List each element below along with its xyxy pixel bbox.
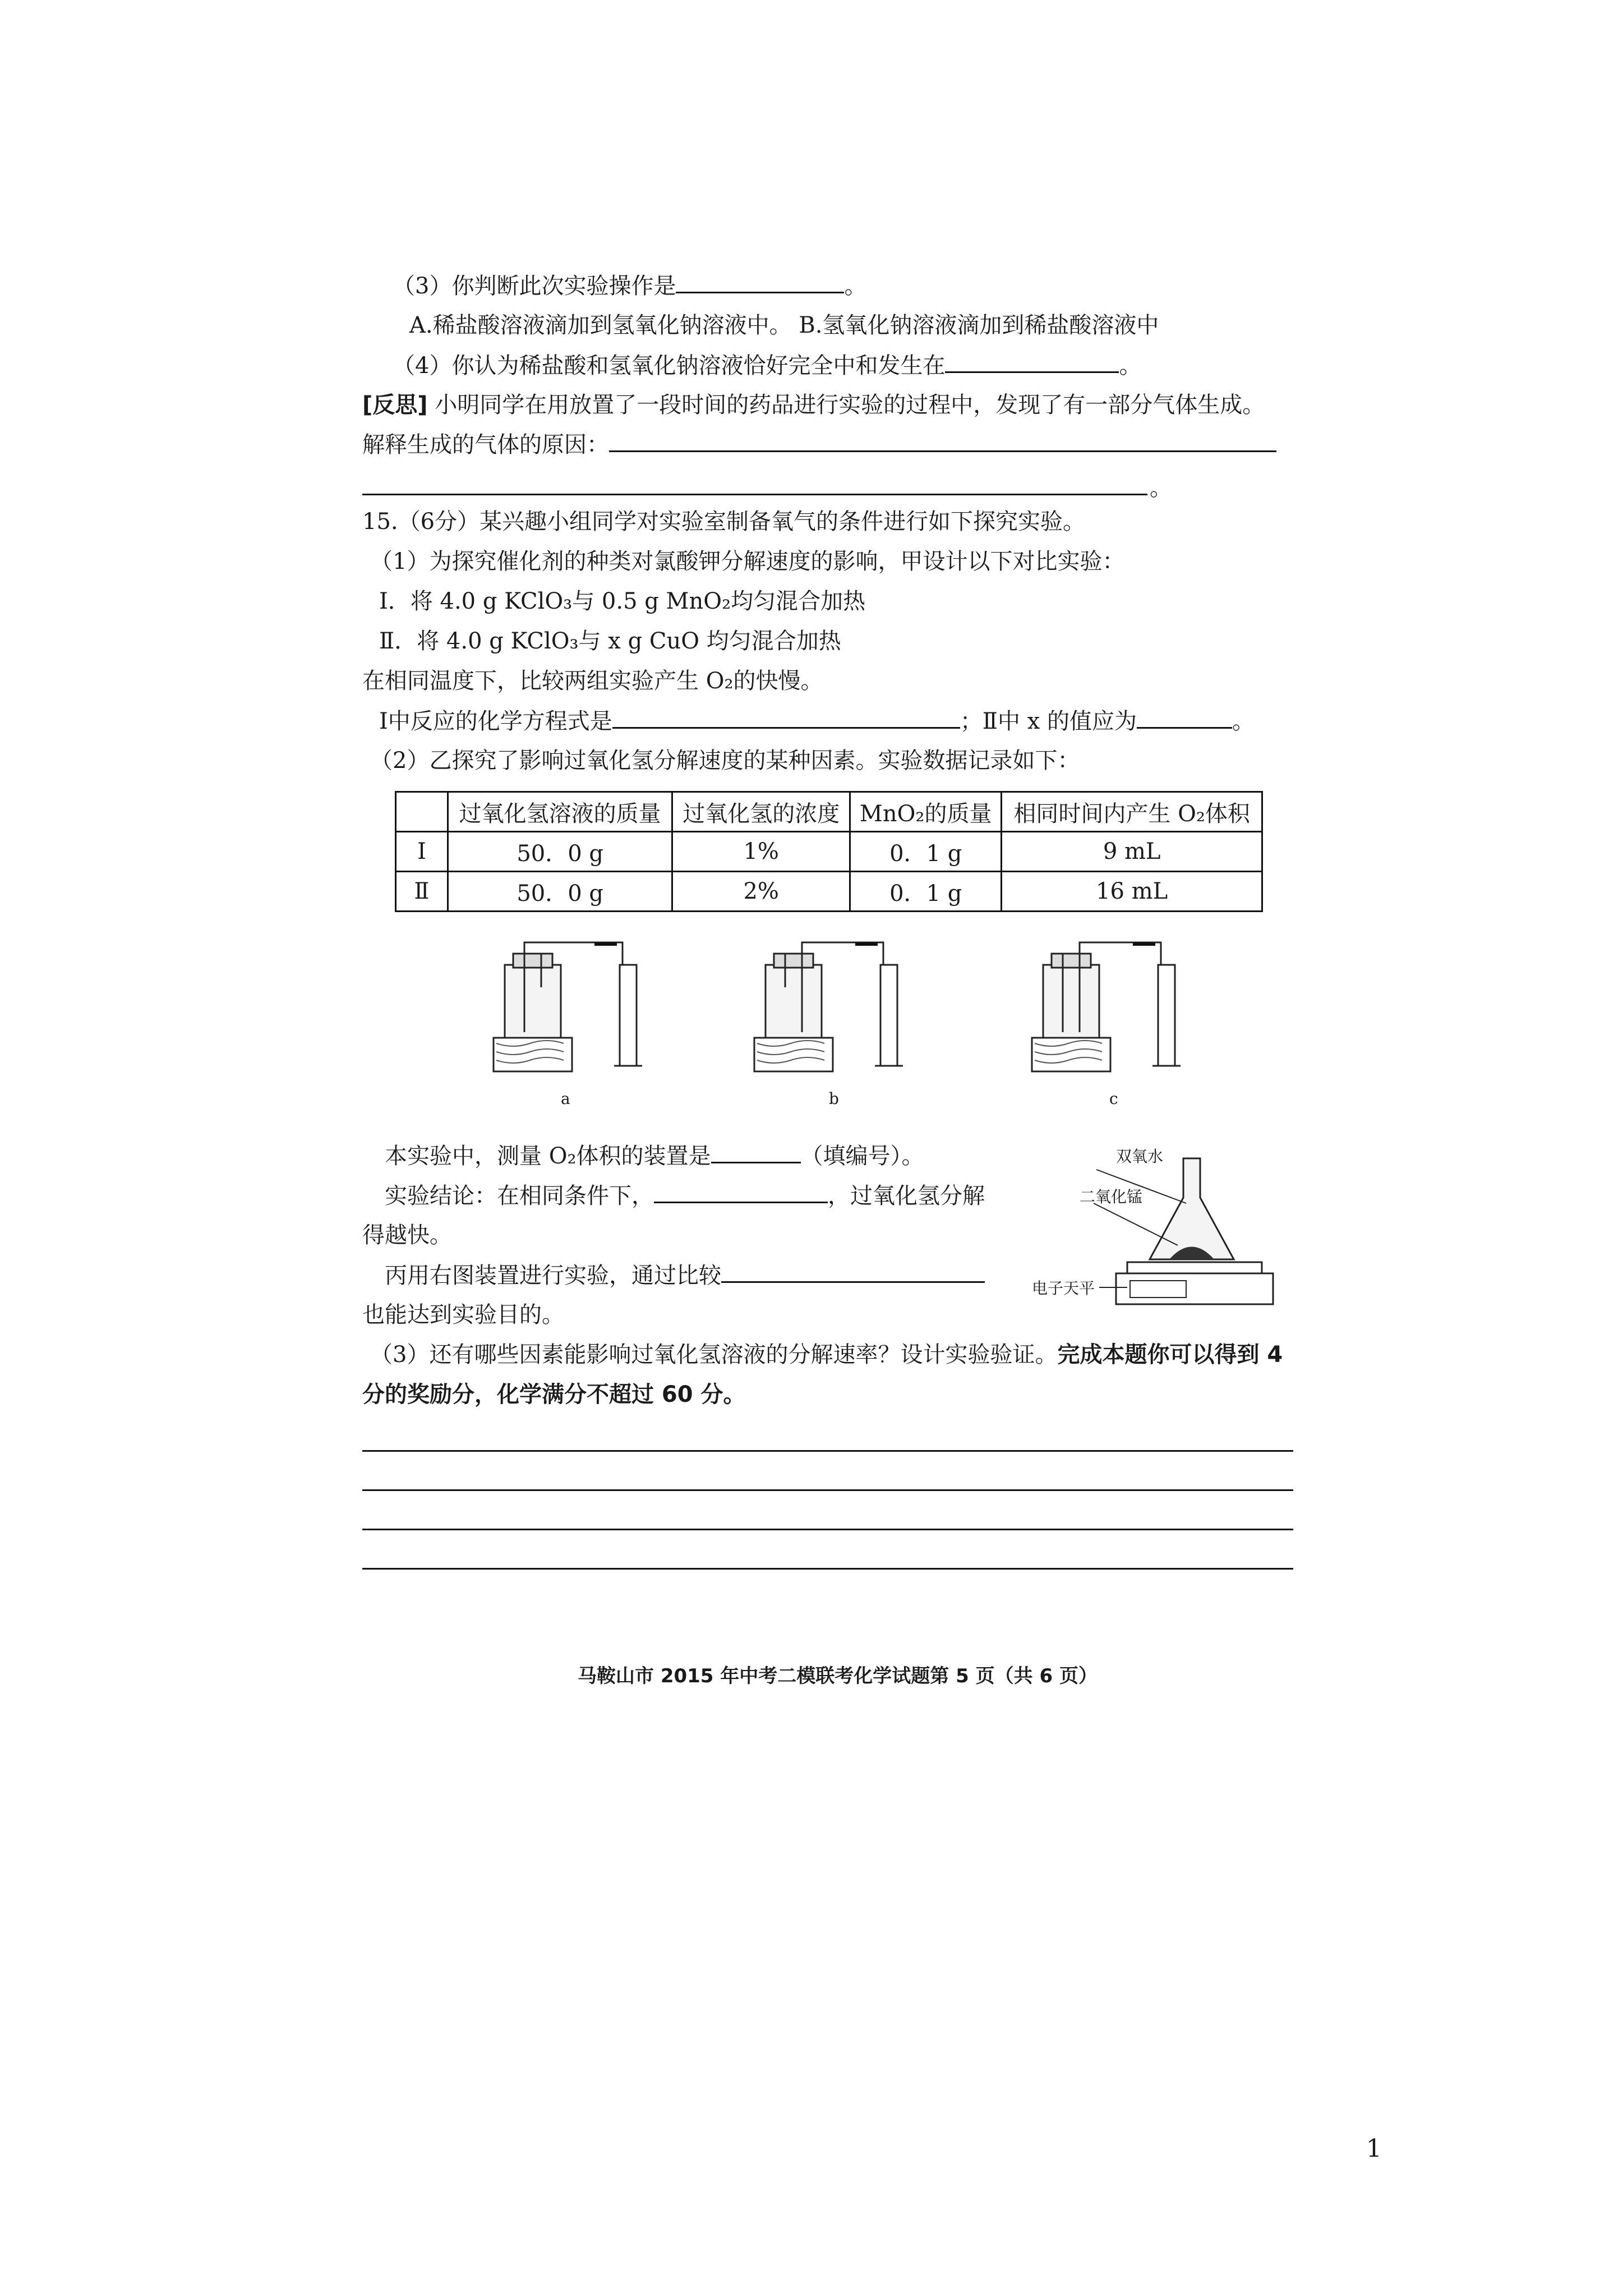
table-cell: 2% (672, 872, 850, 912)
bonus-text-2: 分的奖励分，化学满分不超过 60 分。 (362, 1382, 746, 1407)
conclusion-end: 得越快。 (362, 1222, 452, 1248)
answer-line[interactable] (362, 1450, 1293, 1452)
table-cell: 9 mL (1002, 832, 1262, 872)
table-cell: 0．1 g (850, 832, 1002, 872)
q15-part3-line (370, 1341, 1283, 1369)
table-header-cell: 相同时间内产生 O₂体积 (1002, 792, 1262, 832)
measure-hint: （填编号）。 (800, 1143, 924, 1169)
q14-part3-line (393, 272, 866, 300)
bing-end: 也能达到实验目的。 (362, 1302, 564, 1328)
reflect-tag: [反思] (362, 392, 428, 418)
fig-label-hydrogen-peroxide: 双氧水 (1116, 1147, 1164, 1166)
bing-answer-blank[interactable] (721, 1261, 985, 1283)
explain-period: 。 (1150, 475, 1172, 501)
page-footer: 马鞍山市 2015 年中考二模联考化学试题第 5 页（共 6 页） (578, 1665, 1098, 1687)
table-cell: 16 mL (1002, 872, 1262, 912)
conclusion-line (385, 1181, 985, 1210)
data-table (395, 791, 1263, 912)
measure-answer-blank[interactable] (711, 1142, 801, 1163)
bing-prompt: 丙用右图装置进行实验，通过比较 (385, 1263, 721, 1289)
table-header-cell: 过氧化氢溶液的质量 (448, 792, 672, 832)
conclusion-prompt: 实验结论：在相同条件下， (385, 1183, 654, 1209)
q15-part3-text: （3）还有哪些因素能影响过氧化氢溶液的分解速率？设计实验验证。 (370, 1342, 1058, 1368)
q15-part2: （2）乙探究了影响过氧化氢分解速度的某种因素。实验数据记录如下： (370, 748, 1080, 774)
q14-options: A.稀盐酸溶液滴加到氢氧化钠溶液中。 B.氢氧化钠溶液滴加到稀盐酸溶液中 (409, 312, 1159, 338)
explain-prompt: 解释生成的气体的原因： (362, 432, 609, 458)
explain-answer-blank-1[interactable] (609, 430, 1276, 452)
table-cell: Ⅱ (396, 872, 448, 912)
table-cell: 0．1 g (850, 872, 1002, 912)
q14-part3-period: 。 (844, 273, 867, 299)
q14-part3-prompt: （3）你判断此次实验操作是 (393, 273, 676, 299)
apparatus-c-label: c (1109, 1089, 1118, 1108)
balance-figure (1066, 1136, 1290, 1310)
table-cell: 50．0 g (448, 872, 672, 912)
q14-part4-prompt: （4）你认为稀盐酸和氢氧化钠溶液恰好完全中和发生在 (393, 353, 946, 379)
table-cell: 50．0 g (448, 832, 672, 872)
apparatus-b-label: b (829, 1089, 839, 1108)
x-value-period: 。 (1232, 708, 1255, 734)
answer-line[interactable] (362, 1529, 1293, 1530)
q14-explain-line (362, 430, 1276, 459)
fig-label-electronic-balance: 电子天平 (1032, 1279, 1095, 1297)
table-header-cell: MnO₂的质量 (850, 792, 1002, 832)
apparatus-b-figure (749, 931, 917, 1077)
q15-title: 15.（6分）某兴趣小组同学对实验室制备氧气的条件进行如下探究实验。 (362, 509, 1086, 535)
q14-part4-line (393, 351, 1141, 380)
equation-answer-blank[interactable] (612, 707, 960, 729)
apparatus-c-figure (1026, 931, 1195, 1077)
measure-prompt: 本实验中，测量 O₂体积的装置是 (385, 1143, 711, 1169)
conclusion-tail: ，过氧化氢分解 (828, 1183, 985, 1209)
q15-exp1: Ⅰ．将 4.0 g KClO₃与 0.5 g MnO₂均匀混合加热 (379, 588, 866, 614)
table-header-cell: 过氧化氢的浓度 (672, 792, 850, 832)
reflect-text: 小明同学在用放置了一段时间的药品进行实验的过程中，发现了有一部分气体生成。 (435, 392, 1265, 418)
table-cell: 1% (672, 832, 850, 872)
explain-answer-blank-2[interactable] (362, 494, 1147, 495)
table-row (396, 872, 1262, 912)
apparatus-a-label: a (561, 1089, 570, 1108)
table-header-cell (396, 792, 448, 832)
bonus-text-1: 完成本题你可以得到 4 (1057, 1342, 1283, 1368)
table-row (396, 832, 1262, 872)
table-header-row (396, 792, 1262, 832)
conclusion-answer-blank[interactable] (654, 1181, 828, 1203)
q14-reflect-line (362, 391, 1265, 419)
answer-line[interactable] (362, 1568, 1293, 1570)
fig-label-manganese-dioxide: 二氧化锰 (1080, 1188, 1143, 1206)
q14-part4-period: 。 (1119, 353, 1142, 379)
q14-part4-answer-blank[interactable] (945, 351, 1119, 373)
table-cell: Ⅰ (396, 832, 448, 872)
page-number: 1 (1366, 2134, 1382, 2163)
measure-line (385, 1142, 924, 1170)
x-value-answer-blank[interactable] (1137, 707, 1232, 729)
x-value-prompt: ；Ⅱ中 x 的值应为 (960, 708, 1137, 734)
q15-exp2: Ⅱ．将 4.0 g KClO₃与 x g CuO 均匀混合加热 (379, 628, 841, 654)
answer-line[interactable] (362, 1489, 1293, 1491)
bing-line (385, 1261, 985, 1290)
apparatus-a-figure (488, 931, 656, 1077)
q15-compare: 在相同温度下，比较两组实验产生 O₂的快慢。 (362, 668, 823, 694)
q14-part3-answer-blank[interactable] (676, 272, 844, 293)
equation-prompt: Ⅰ中反应的化学方程式是 (379, 708, 612, 734)
q15-part1: （1）为探究催化剂的种类对氯酸钾分解速度的影响，甲设计以下对比实验： (370, 549, 1125, 574)
q15-equation-line (379, 707, 1255, 735)
